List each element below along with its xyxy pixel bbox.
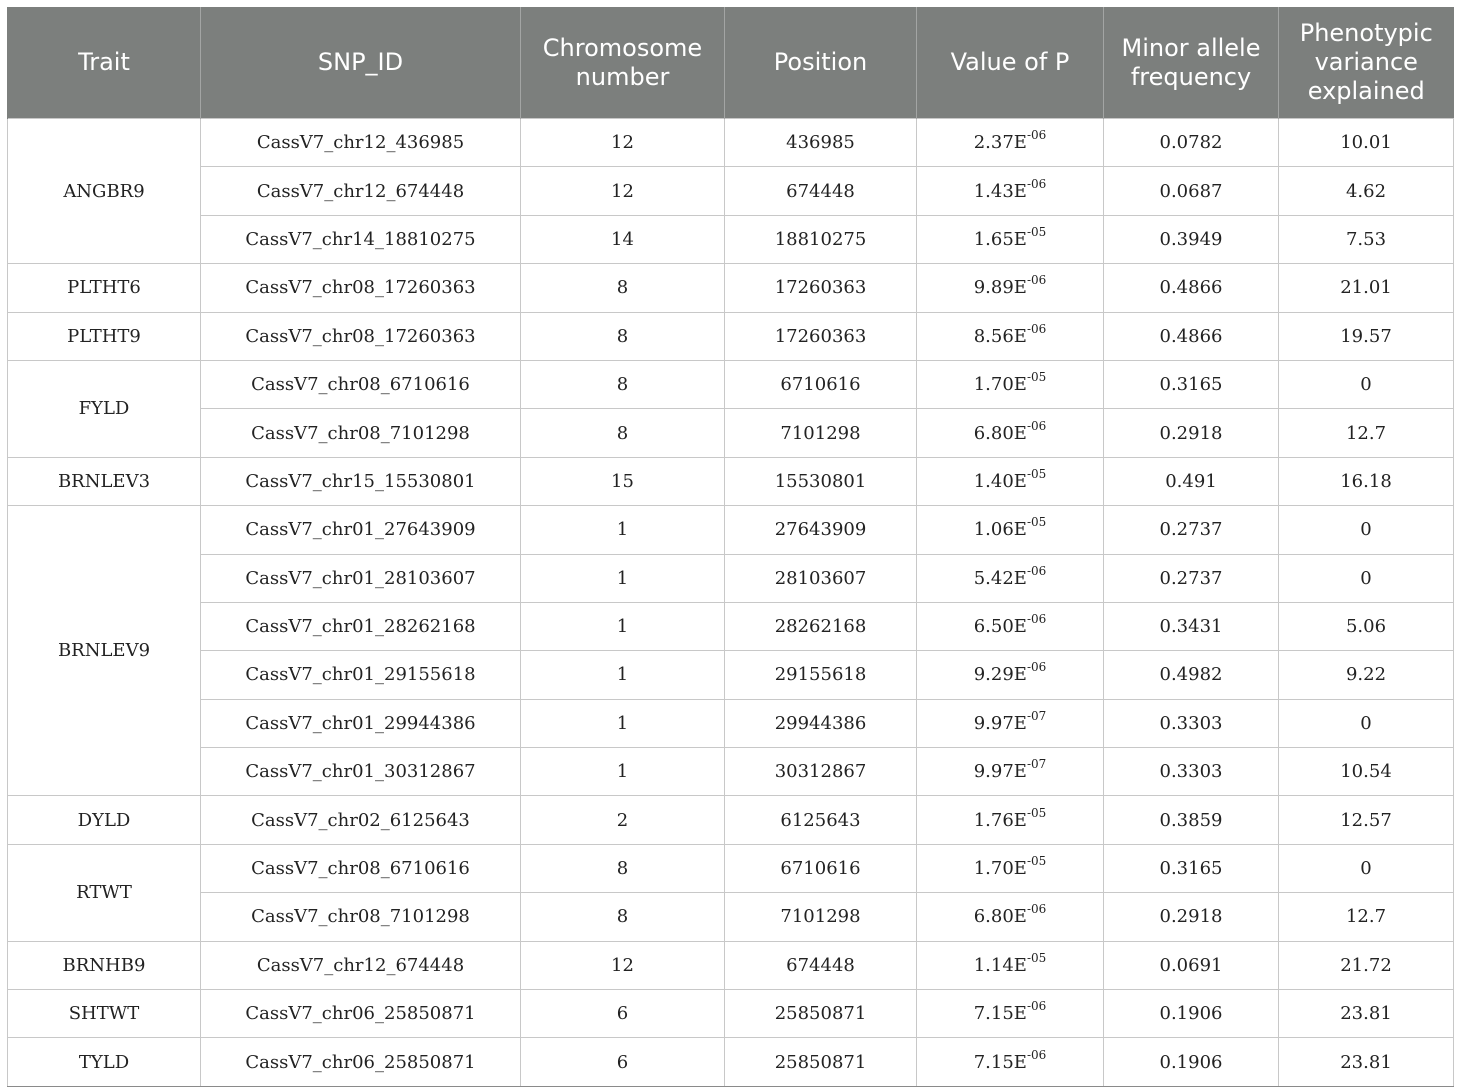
snp-id-cell: CassV7_chr01_29944386 [201, 699, 521, 747]
p-value-exponent: -06 [1026, 321, 1047, 336]
header-snp-id: SNP_ID [201, 7, 521, 119]
table-row [8, 554, 1454, 602]
snp-id-cell: CassV7_chr08_6710616 [201, 844, 521, 892]
trait-cell: PLTHT9 [8, 312, 201, 360]
phenotypic-variance-cell: 5.06 [1279, 602, 1454, 650]
p-value-exponent: -07 [1026, 708, 1047, 723]
p-value-mantissa: 1.43E [973, 180, 1027, 202]
phenotypic-variance-cell: 0 [1279, 844, 1454, 892]
p-value-mantissa: 1.70E [973, 858, 1027, 880]
table-row [8, 699, 1454, 747]
p-value-cell [917, 506, 1104, 554]
chromosome-cell: 8 [521, 844, 725, 892]
phenotypic-variance-cell: 10.54 [1279, 748, 1454, 796]
p-value-cell [917, 167, 1104, 215]
snp-id-cell: CassV7_chr08_17260363 [201, 312, 521, 360]
minor-allele-frequency-cell: 0.4982 [1104, 651, 1279, 699]
p-value-mantissa: 9.29E [973, 664, 1027, 686]
p-value-exponent: -05 [1026, 515, 1047, 530]
table-row [8, 990, 1454, 1038]
minor-allele-frequency-cell: 0.0691 [1104, 941, 1279, 989]
p-value-cell [917, 409, 1104, 457]
table-row [8, 602, 1454, 650]
minor-allele-frequency-cell: 0.4866 [1104, 264, 1279, 312]
p-value-cell [917, 651, 1104, 699]
p-value-cell [917, 1038, 1104, 1086]
p-value-mantissa: 8.56E [973, 325, 1027, 347]
chromosome-cell: 1 [521, 602, 725, 650]
position-cell: 17260363 [725, 312, 917, 360]
p-value-exponent: -05 [1026, 370, 1047, 385]
snp-id-cell: CassV7_chr01_27643909 [201, 506, 521, 554]
minor-allele-frequency-cell: 0.3859 [1104, 796, 1279, 844]
chromosome-cell: 8 [521, 360, 725, 408]
position-cell: 6125643 [725, 796, 917, 844]
p-value-mantissa: 1.70E [973, 374, 1027, 396]
chromosome-cell: 14 [521, 215, 725, 263]
p-value-mantissa: 1.76E [973, 809, 1027, 831]
chromosome-cell: 1 [521, 699, 725, 747]
p-value-mantissa: 7.15E [973, 1003, 1027, 1025]
phenotypic-variance-cell: 23.81 [1279, 990, 1454, 1038]
minor-allele-frequency-cell: 0.0687 [1104, 167, 1279, 215]
chromosome-cell: 2 [521, 796, 725, 844]
phenotypic-variance-cell: 21.01 [1279, 264, 1454, 312]
table-row [8, 457, 1454, 505]
chromosome-cell: 12 [521, 167, 725, 215]
p-value-exponent: -05 [1026, 854, 1047, 869]
phenotypic-variance-cell: 12.7 [1279, 409, 1454, 457]
table-row [8, 844, 1454, 892]
snp-id-cell: CassV7_chr06_25850871 [201, 990, 521, 1038]
chromosome-cell: 1 [521, 554, 725, 602]
table-row [8, 893, 1454, 941]
p-value-mantissa: 1.06E [973, 519, 1027, 541]
header-row [8, 7, 1454, 119]
p-value-exponent: -06 [1026, 1047, 1047, 1062]
phenotypic-variance-cell: 4.62 [1279, 167, 1454, 215]
position-cell: 436985 [725, 119, 917, 167]
p-value-exponent: -06 [1026, 999, 1047, 1014]
snp-id-cell: CassV7_chr12_674448 [201, 941, 521, 989]
table-row [8, 409, 1454, 457]
phenotypic-variance-cell: 12.57 [1279, 796, 1454, 844]
p-value-mantissa: 2.37E [973, 132, 1027, 154]
header-trait: Trait [8, 7, 201, 119]
p-value-cell [917, 941, 1104, 989]
minor-allele-frequency-cell: 0.0782 [1104, 119, 1279, 167]
minor-allele-frequency-cell: 0.2737 [1104, 506, 1279, 554]
phenotypic-variance-cell: 23.81 [1279, 1038, 1454, 1086]
chromosome-cell: 1 [521, 506, 725, 554]
minor-allele-frequency-cell: 0.3165 [1104, 844, 1279, 892]
snp-id-cell: CassV7_chr12_674448 [201, 167, 521, 215]
snp-id-cell: CassV7_chr02_6125643 [201, 796, 521, 844]
p-value-exponent: -06 [1026, 273, 1047, 288]
table-row [8, 167, 1454, 215]
trait-cell: ANGBR9 [8, 119, 201, 264]
p-value-exponent: -05 [1026, 224, 1047, 239]
p-value-mantissa: 6.80E [973, 906, 1027, 928]
header-position: Position [725, 7, 917, 119]
minor-allele-frequency-cell: 0.4866 [1104, 312, 1279, 360]
position-cell: 30312867 [725, 748, 917, 796]
minor-allele-frequency-cell: 0.2737 [1104, 554, 1279, 602]
table-row [8, 651, 1454, 699]
position-cell: 17260363 [725, 264, 917, 312]
minor-allele-frequency-cell: 0.3303 [1104, 699, 1279, 747]
position-cell: 29944386 [725, 699, 917, 747]
snp-id-cell: CassV7_chr08_6710616 [201, 360, 521, 408]
p-value-mantissa: 9.89E [973, 277, 1027, 299]
header-phenotypic-variance-explained: Phenotypic variance explained [1279, 7, 1454, 119]
p-value-exponent: -07 [1026, 757, 1047, 772]
chromosome-cell: 6 [521, 990, 725, 1038]
trait-cell: TYLD [8, 1038, 201, 1086]
position-cell: 674448 [725, 941, 917, 989]
p-value-cell [917, 990, 1104, 1038]
phenotypic-variance-cell: 19.57 [1279, 312, 1454, 360]
position-cell: 25850871 [725, 990, 917, 1038]
trait-cell: PLTHT6 [8, 264, 201, 312]
p-value-cell [917, 893, 1104, 941]
table-body [8, 119, 1454, 1087]
table-row [8, 796, 1454, 844]
minor-allele-frequency-cell: 0.2918 [1104, 893, 1279, 941]
p-value-mantissa: 6.50E [973, 616, 1027, 638]
chromosome-cell: 8 [521, 893, 725, 941]
p-value-mantissa: 1.14E [973, 954, 1027, 976]
p-value-cell [917, 844, 1104, 892]
header-value-of-p: Value of P [917, 7, 1104, 119]
chromosome-cell: 15 [521, 457, 725, 505]
phenotypic-variance-cell: 10.01 [1279, 119, 1454, 167]
p-value-mantissa: 1.40E [973, 470, 1027, 492]
p-value-cell [917, 796, 1104, 844]
p-value-exponent: -06 [1026, 660, 1047, 675]
minor-allele-frequency-cell: 0.491 [1104, 457, 1279, 505]
position-cell: 27643909 [725, 506, 917, 554]
phenotypic-variance-cell: 12.7 [1279, 893, 1454, 941]
chromosome-cell: 8 [521, 409, 725, 457]
table-row [8, 312, 1454, 360]
minor-allele-frequency-cell: 0.1906 [1104, 1038, 1279, 1086]
position-cell: 7101298 [725, 409, 917, 457]
minor-allele-frequency-cell: 0.3949 [1104, 215, 1279, 263]
minor-allele-frequency-cell: 0.2918 [1104, 409, 1279, 457]
p-value-exponent: -06 [1026, 128, 1047, 143]
chromosome-cell: 12 [521, 119, 725, 167]
trait-cell: BRNLEV3 [8, 457, 201, 505]
p-value-mantissa: 7.15E [973, 1051, 1027, 1073]
position-cell: 25850871 [725, 1038, 917, 1086]
p-value-mantissa: 9.97E [973, 712, 1027, 734]
minor-allele-frequency-cell: 0.1906 [1104, 990, 1279, 1038]
p-value-mantissa: 9.97E [973, 761, 1027, 783]
trait-cell: SHTWT [8, 990, 201, 1038]
p-value-exponent: -06 [1026, 176, 1047, 191]
table-row [8, 215, 1454, 263]
phenotypic-variance-cell: 16.18 [1279, 457, 1454, 505]
snp-id-cell: CassV7_chr08_7101298 [201, 409, 521, 457]
snp-id-cell: CassV7_chr01_28262168 [201, 602, 521, 650]
position-cell: 28103607 [725, 554, 917, 602]
snp-id-cell: CassV7_chr15_15530801 [201, 457, 521, 505]
p-value-mantissa: 5.42E [973, 567, 1027, 589]
position-cell: 6710616 [725, 360, 917, 408]
p-value-cell [917, 748, 1104, 796]
position-cell: 29155618 [725, 651, 917, 699]
p-value-cell [917, 699, 1104, 747]
table-header [8, 7, 1454, 119]
chromosome-cell: 1 [521, 748, 725, 796]
p-value-exponent: -06 [1026, 563, 1047, 578]
header-chromosome-number: Chromosome number [521, 7, 725, 119]
position-cell: 28262168 [725, 602, 917, 650]
chromosome-cell: 12 [521, 941, 725, 989]
p-value-cell [917, 457, 1104, 505]
table-row [8, 506, 1454, 554]
table-row [8, 360, 1454, 408]
snp-id-cell: CassV7_chr01_30312867 [201, 748, 521, 796]
chromosome-cell: 8 [521, 312, 725, 360]
chromosome-cell: 8 [521, 264, 725, 312]
trait-cell: FYLD [8, 360, 201, 457]
p-value-cell [917, 602, 1104, 650]
phenotypic-variance-cell: 21.72 [1279, 941, 1454, 989]
snp-id-cell: CassV7_chr08_17260363 [201, 264, 521, 312]
table-row [8, 1038, 1454, 1086]
chromosome-cell: 6 [521, 1038, 725, 1086]
p-value-mantissa: 1.65E [973, 228, 1027, 250]
snp-id-cell: CassV7_chr06_25850871 [201, 1038, 521, 1086]
phenotypic-variance-cell: 9.22 [1279, 651, 1454, 699]
p-value-cell [917, 312, 1104, 360]
table-row [8, 264, 1454, 312]
p-value-exponent: -05 [1026, 950, 1047, 965]
position-cell: 6710616 [725, 844, 917, 892]
table-row [8, 119, 1454, 167]
table-row [8, 941, 1454, 989]
p-value-cell [917, 119, 1104, 167]
position-cell: 15530801 [725, 457, 917, 505]
p-value-exponent: -06 [1026, 418, 1047, 433]
phenotypic-variance-cell: 7.53 [1279, 215, 1454, 263]
snp-id-cell: CassV7_chr01_28103607 [201, 554, 521, 602]
p-value-exponent: -06 [1026, 902, 1047, 917]
position-cell: 18810275 [725, 215, 917, 263]
header-minor-allele-frequency: Minor allele frequency [1104, 7, 1279, 119]
minor-allele-frequency-cell: 0.3303 [1104, 748, 1279, 796]
table-row [8, 748, 1454, 796]
trait-cell: BRNHB9 [8, 941, 201, 989]
trait-cell: BRNLEV9 [8, 506, 201, 796]
p-value-cell [917, 215, 1104, 263]
chromosome-cell: 1 [521, 651, 725, 699]
minor-allele-frequency-cell: 0.3165 [1104, 360, 1279, 408]
p-value-cell [917, 360, 1104, 408]
phenotypic-variance-cell: 0 [1279, 506, 1454, 554]
position-cell: 674448 [725, 167, 917, 215]
snp-id-cell: CassV7_chr01_29155618 [201, 651, 521, 699]
position-cell: 7101298 [725, 893, 917, 941]
p-value-exponent: -06 [1026, 612, 1047, 627]
p-value-cell [917, 264, 1104, 312]
trait-cell: DYLD [8, 796, 201, 844]
trait-cell: RTWT [8, 844, 201, 941]
minor-allele-frequency-cell: 0.3431 [1104, 602, 1279, 650]
phenotypic-variance-cell: 0 [1279, 360, 1454, 408]
p-value-exponent: -05 [1026, 466, 1047, 481]
p-value-exponent: -05 [1026, 805, 1047, 820]
p-value-mantissa: 6.80E [973, 422, 1027, 444]
snp-id-cell: CassV7_chr14_18810275 [201, 215, 521, 263]
snp-association-table [7, 7, 1454, 1087]
phenotypic-variance-cell: 0 [1279, 554, 1454, 602]
p-value-cell [917, 554, 1104, 602]
phenotypic-variance-cell: 0 [1279, 699, 1454, 747]
snp-id-cell: CassV7_chr08_7101298 [201, 893, 521, 941]
snp-id-cell: CassV7_chr12_436985 [201, 119, 521, 167]
